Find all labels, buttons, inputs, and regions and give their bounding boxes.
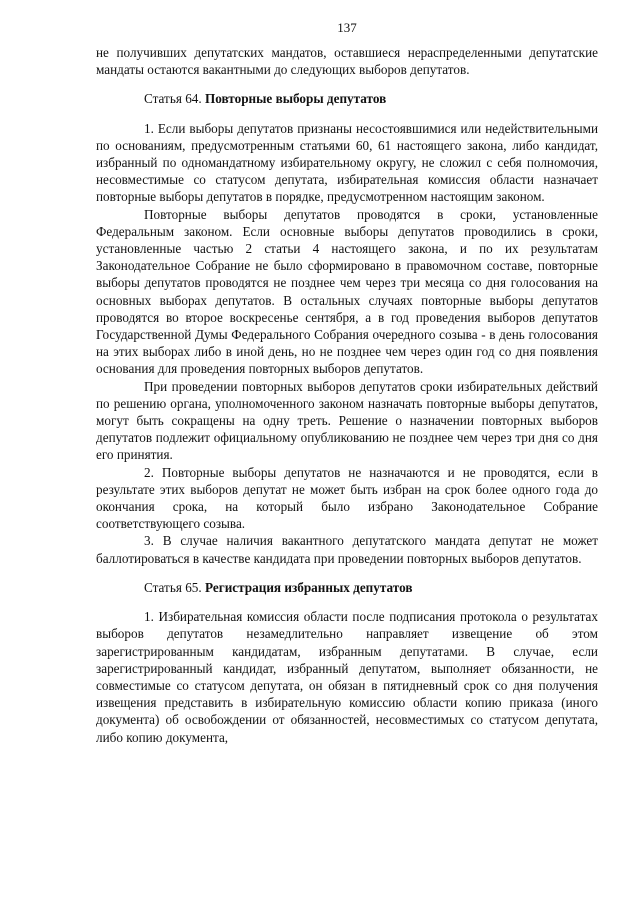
page-number: 137 <box>337 20 357 35</box>
article-64-paragraph-2: Повторные выборы депутатов проводятся в сроки, установленные Федеральным законом. Если основные выборы депутатов проводились в сроки, установленные частью 2 статьи 4 настоящего закона, и по их результатам Законодательное Собрание не было сформировано в правомочном составе, повторные выборы депутатов проводятся не позднее чем через три месяца со дня голосования на основных выборах депутатов. В остальных случаях повторные выборы депутатов проводятся во второе воскресенье сентября, а в год проведения выборов депутатов Государственной Думы Федерального Собрания очередного созыва - в день голосования на этих выборах либо в иной день, но не позднее чем через один год со дня появления основания для проведения повторных выборов депутатов. <box>96 206 598 377</box>
article-65-paragraph-1: 1. Избирательная комиссия области после подписания протокола о результатах выборов депутатов незамедлительно направляет извещение об этом зарегистрированным кандидатам, избранным депутатами. В случае, если зарегистрированный кандидат, избранный депутатом, выполняет обязанности, не совместимые со статусом депутата, он обязан в пятидневный срок со дня получения извещения представить в избирательную комиссию области копию приказа (иного документа) об освобождении от обязанностей, несовместимых со статусом депутата, либо копию документа, <box>96 609 598 745</box>
article-64-heading <box>144 90 598 107</box>
article-64-paragraph-5: 3. В случае наличия вакантного депутатского мандата депутат не может баллотироваться в качестве кандидата при проведении повторных выборов депутатов. <box>96 533 598 566</box>
continuation-paragraph: не получивших депутатских мандатов, оставшиеся нераспределенными депутатские мандаты остаются вакантными до следующих выборов депутатов. <box>96 45 598 78</box>
article-64-paragraph-3: При проведении повторных выборов депутатов сроки избирательных действий по решению органа, уполномоченного законом назначать повторные выборы депутатов, могут быть сокращены на одну треть. Решение о назначении повторных выборов депутатов подлежит официальному опубликованию не позднее чем через три дня со дня его принятия. <box>96 378 598 463</box>
article-65-title: Регистрация избранных депутатов <box>204 579 413 595</box>
article-64-number: Статья 64. <box>144 91 202 107</box>
article-64-title: Повторные выборы депутатов <box>204 91 387 107</box>
article-64-paragraph-1: 1. Если выборы депутатов признаны несостоявшимися или недействительными по основаниям, предусмотренным статьями 60, 61 настоящего закона, либо кандидат, избранный по одномандатному избирательному округу, не сложил с себя полномочия, несовместимые со статусом депутата, избирательная комиссия области назначает повторные выборы депутатов в порядке, предусмотренном настоящим законом. <box>96 120 598 205</box>
article-65-heading <box>144 579 598 596</box>
article-64-paragraph-4: 2. Повторные выборы депутатов не назначаются и не проводятся, если в результате этих выборов депутат не может быть избран на срок более одного года до окончания срока, на который было избрано Законодательное Собрание соответствующего созыва. <box>96 464 598 532</box>
article-65-number: Статья 65. <box>144 579 202 595</box>
